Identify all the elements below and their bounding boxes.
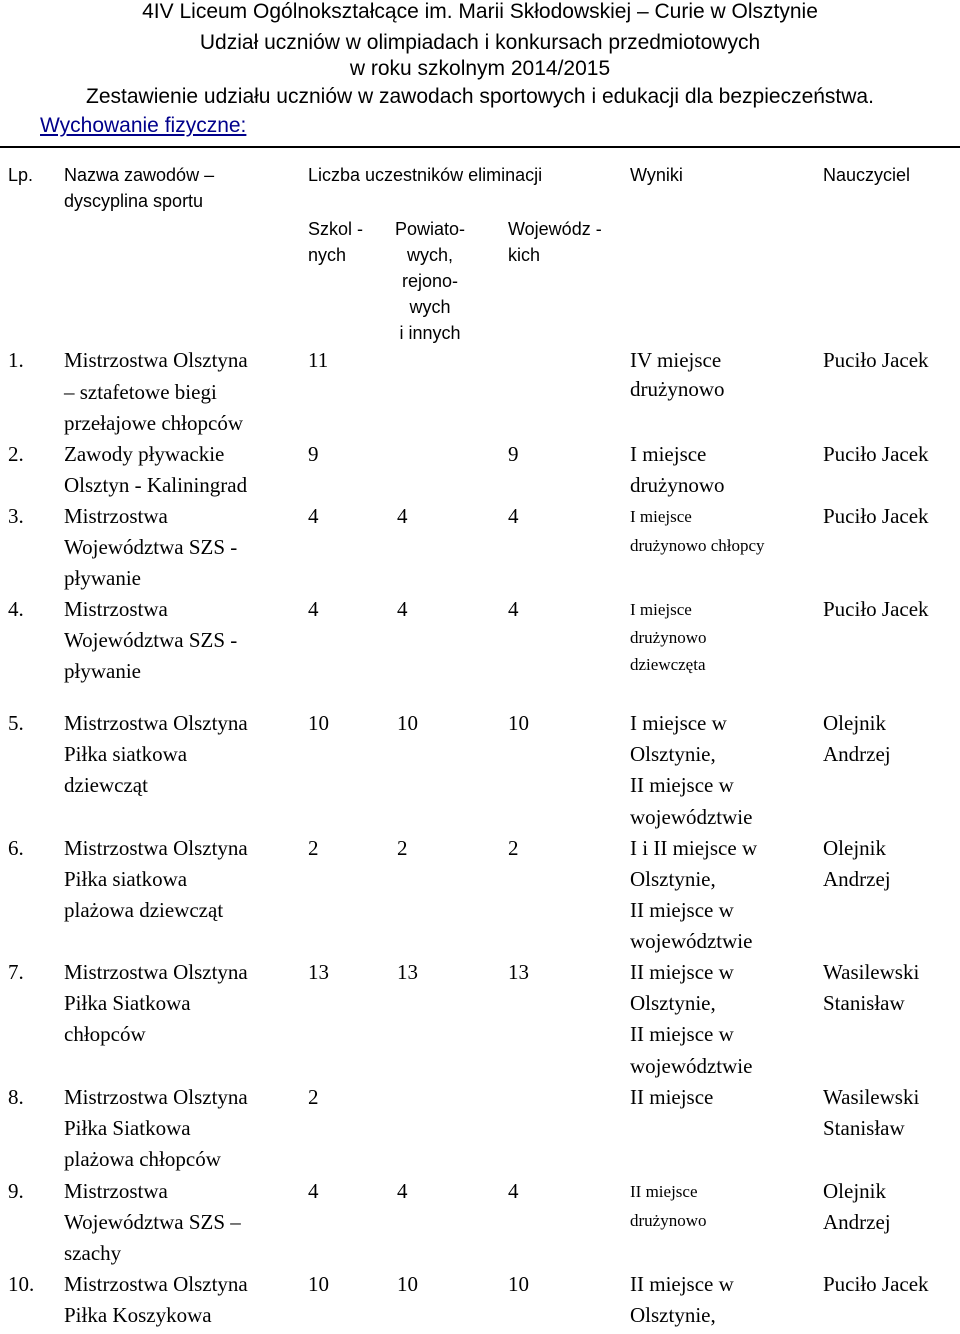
row-result-line: drużynowo chłopcy <box>630 536 765 555</box>
row-lp: 8. <box>8 1085 24 1109</box>
row-result-line: IV miejsce <box>630 348 722 372</box>
row-result-line: II miejsce w <box>630 773 734 797</box>
header-voiv-1: Wojewódz - <box>508 219 602 239</box>
row-district-count: 13 <box>397 960 418 984</box>
row-name-line: Mistrzostwa Olsztyna <box>64 711 248 735</box>
row-result-line: I miejsce <box>630 507 692 526</box>
row-district-count: 9 <box>508 442 519 466</box>
row-name-line: Mistrzostwa Olsztyna <box>64 348 248 372</box>
row-name-line: Mistrzostwa Olsztyna <box>64 1272 248 1296</box>
row-name-line: Mistrzostwa <box>64 597 168 621</box>
row-result-line: drużynowo <box>630 1211 707 1230</box>
row-result-line: I miejsce <box>630 600 692 619</box>
row-teacher-line: Puciło Jacek <box>823 348 929 372</box>
row-lp: 3. <box>8 504 24 528</box>
section-heading: Wychowanie fizyczne: <box>40 114 247 137</box>
row-voiv-count: 10 <box>508 711 529 735</box>
row-result-line: Olsztynie, <box>630 991 716 1015</box>
row-school-count: 2 <box>308 836 319 860</box>
header-district-1: Powiato- <box>394 219 466 239</box>
row-lp: 4. <box>8 597 24 621</box>
row-result-line: województwie <box>630 929 753 953</box>
header-district-5: i innych <box>399 323 461 343</box>
header-lp: Lp. <box>8 165 34 185</box>
row-result-line: drużynowo <box>630 628 707 647</box>
section-divider <box>0 146 960 148</box>
row-teacher-line: Wasilewski <box>823 960 920 984</box>
row-name-line: chłopców <box>64 1022 146 1046</box>
row-name-line: plażowa dziewcząt <box>64 898 224 922</box>
header-name-2: dyscyplina sportu <box>64 191 204 211</box>
row-school-count: 2 <box>308 1085 319 1109</box>
header-district-4: wych <box>409 297 451 317</box>
row-name-line: dziewcząt <box>64 773 148 797</box>
row-result-line: II miejsce w <box>630 898 734 922</box>
row-district-count: 4 <box>397 504 408 528</box>
row-result-line: II miejsce <box>630 1182 698 1201</box>
row-name-line: Mistrzostwa <box>64 504 168 528</box>
header-school-2: nych <box>308 245 347 265</box>
row-district-count: 2 <box>397 836 408 860</box>
row-result-line: II miejsce w <box>630 1272 734 1296</box>
header-district-3: rejono- <box>401 271 459 291</box>
school-name: 4IV Liceum Ogólnokształcące im. Marii Skłodowskiej – Curie w Olsztynie <box>142 0 818 23</box>
header-voiv-2: kich <box>508 245 541 265</box>
row-name-line: Piłka siatkowa <box>64 867 188 891</box>
row-teacher-line: Olejnik <box>823 836 886 860</box>
row-name-line: Piłka siatkowa <box>64 742 188 766</box>
row-school-count: 13 <box>308 960 329 984</box>
row-teacher-line: Andrzej <box>823 742 891 766</box>
row-name-line: Województwa SZS - <box>64 628 238 652</box>
school-year: w roku szkolnym 2014/2015 <box>349 57 611 80</box>
row-name-line: Województwa SZS – <box>64 1210 241 1234</box>
row-name-line: Olsztyn - Kaliningrad <box>64 473 248 497</box>
row-name-line: Województwa SZS - <box>64 535 238 559</box>
row-teacher-line: Andrzej <box>823 867 891 891</box>
row-teacher-line: Stanisław <box>823 991 905 1015</box>
row-teacher-line: Puciło Jacek <box>823 442 929 466</box>
report-subtitle: Zestawienie udziału uczniów w zawodach sportowych i edukacji dla bezpieczeństwa. <box>86 85 874 108</box>
header-results: Wyniki <box>630 165 683 185</box>
row-school-count: 10 <box>308 711 329 735</box>
row-lp: 9. <box>8 1179 24 1203</box>
header-teacher: Nauczyciel <box>823 165 911 185</box>
row-district-count: 10 <box>397 711 418 735</box>
row-result-line: Olsztynie, <box>630 1303 716 1327</box>
row-school-count: 10 <box>308 1272 329 1296</box>
row-district-count: 4 <box>397 1179 408 1203</box>
row-result-line: województwie <box>630 1054 753 1078</box>
row-lp: 2. <box>8 442 24 466</box>
row-result-line: I miejsce <box>630 442 707 466</box>
row-result-line: drużynowo <box>630 377 725 401</box>
header-count: Liczba uczestników eliminacji <box>308 165 543 185</box>
row-name-line: Piłka Siatkowa <box>64 1116 191 1140</box>
row-teacher-line: Puciło Jacek <box>823 597 929 621</box>
row-district-count: 10 <box>397 1272 418 1296</box>
row-school-count: 4 <box>308 504 319 528</box>
row-result-line: I miejsce w <box>630 711 727 735</box>
row-result-line: drużynowo <box>630 473 725 497</box>
row-voiv-count: 4 <box>508 597 519 621</box>
header-district-2: wych, <box>406 245 453 265</box>
row-result-line: II miejsce w <box>630 960 734 984</box>
row-voiv-count: 2 <box>508 836 519 860</box>
row-result-line: Olsztynie, <box>630 742 716 766</box>
row-name-line: Zawody pływackie <box>64 442 225 466</box>
row-district-count: 4 <box>397 597 408 621</box>
row-name-line: Mistrzostwa Olsztyna <box>64 1085 248 1109</box>
row-result-line: II miejsce w <box>630 1022 734 1046</box>
report-title: Udział uczniów w olimpiadach i konkursach przedmiotowych <box>199 31 761 54</box>
row-school-count: 11 <box>308 348 329 372</box>
row-voiv-count: 13 <box>508 960 529 984</box>
row-name-line: Mistrzostwa <box>64 1179 168 1203</box>
row-name-line: szachy <box>64 1241 122 1265</box>
row-name-line: – sztafetowe biegi <box>64 380 217 404</box>
row-lp: 6. <box>8 836 24 860</box>
row-lp: 10. <box>8 1272 35 1296</box>
row-voiv-count: 4 <box>508 1179 519 1203</box>
row-name-line: Piłka Siatkowa <box>64 991 191 1015</box>
row-name-line: Mistrzostwa Olsztyna <box>64 960 248 984</box>
row-name-line: przełajowe chłopców <box>64 411 244 435</box>
row-teacher-line: Olejnik <box>823 711 886 735</box>
row-teacher-line: Puciło Jacek <box>823 504 929 528</box>
row-result-line: dziewczęta <box>630 655 706 674</box>
row-result-line: województwie <box>630 805 753 829</box>
row-name-line: pływanie <box>64 659 141 683</box>
row-result-line: Olsztynie, <box>630 867 716 891</box>
row-school-count: 4 <box>308 597 319 621</box>
row-name-line: Mistrzostwa Olsztyna <box>64 836 248 860</box>
header-name-1: Nazwa zawodów – <box>64 165 215 185</box>
row-result-line: I i II miejsce w <box>630 836 758 860</box>
row-name-line: Piłka Koszykowa <box>64 1303 212 1327</box>
row-teacher-line: Wasilewski <box>823 1085 920 1109</box>
row-teacher-line: Stanisław <box>823 1116 905 1140</box>
row-school-count: 9 <box>308 442 319 466</box>
row-name-line: pływanie <box>64 566 141 590</box>
row-name-line: plażowa chłopców <box>64 1147 221 1171</box>
row-lp: 7. <box>8 960 24 984</box>
row-school-count: 4 <box>308 1179 319 1203</box>
row-result-line: II miejsce <box>630 1085 714 1109</box>
row-teacher-line: Olejnik <box>823 1179 886 1203</box>
row-lp: 1. <box>8 348 24 372</box>
row-teacher-line: Andrzej <box>823 1210 891 1234</box>
row-voiv-count: 10 <box>508 1272 529 1296</box>
row-lp: 5. <box>8 711 24 735</box>
header-school-1: Szkol - <box>308 219 364 239</box>
row-voiv-count: 4 <box>508 504 519 528</box>
row-teacher-line: Puciło Jacek <box>823 1272 929 1296</box>
